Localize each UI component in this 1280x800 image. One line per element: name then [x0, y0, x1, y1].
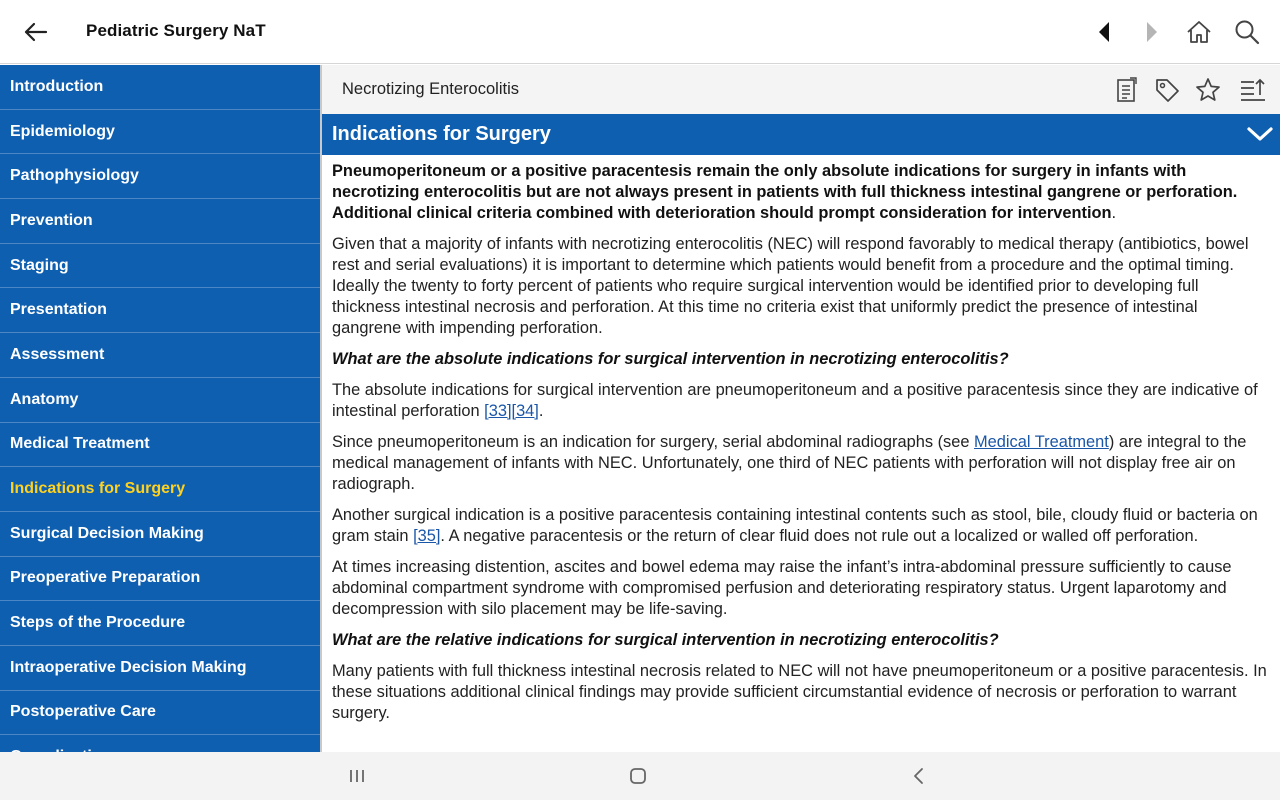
- sidebar-item-pathophysiology[interactable]: Pathophysiology: [0, 154, 320, 199]
- article-paragraph: [332, 161, 1268, 224]
- lead-text: Pneumoperitoneum or a positive paracentesis remain the only absolute indications for surgery in infants with necrotizing enterocolitis but are not always present in patients with full thickness intestinal gangrene or perforation. Additional clinical criteria combined with deterioration should prompt consideration for intervention: [332, 162, 1238, 222]
- system-nav-bar: [0, 752, 1280, 800]
- article-paragraph: At times increasing distention, ascites and bowel edema may raise the infant’s intra-abdominal pressure sufficiently to cause abdominal compartment syndrome with compromised perfusion and deteriorating respiratory status. Urgent laparotomy and decompression with silo placement may be life-saving.: [332, 558, 1232, 618]
- reference-link-34[interactable]: [34]: [511, 402, 539, 420]
- previous-triangle-icon[interactable]: [1086, 14, 1122, 50]
- sidebar-item-preoperative-preparation[interactable]: Preoperative Preparation: [0, 557, 320, 602]
- sidebar-item-introduction[interactable]: Introduction: [0, 65, 320, 110]
- sidebar-item-medical-treatment[interactable]: Medical Treatment: [0, 423, 320, 468]
- home-icon[interactable]: [1181, 14, 1217, 50]
- sidebar-item-prevention[interactable]: Prevention: [0, 199, 320, 244]
- recent-apps-icon[interactable]: [343, 762, 371, 790]
- outline-sort-icon[interactable]: [1237, 74, 1269, 106]
- tag-icon[interactable]: [1151, 74, 1183, 106]
- article-paragraph: Given that a majority of infants with necrotizing enterocolitis (NEC) will respond favorably to medical therapy (antibiotics, bowel rest and serial evaluations) it is important to determine which patients would benefit from a procedure and the optimal timing. Ideally the twenty to forty percent of patients who require surgical intervention would be identified prior to developing full thickness intestinal necrosis and perforation. At this time no criteria exist that uniformly predict the presence of intestinal gangrene with impending perforation.: [332, 235, 1249, 337]
- section-header[interactable]: [322, 114, 1280, 155]
- lead-end: .: [1111, 204, 1117, 222]
- sidebar-nav: [0, 65, 320, 752]
- content-pane: [322, 65, 1280, 752]
- paragraph-text: The absolute indications for surgical intervention are pneumoperitoneum and a positive paracentesis since they are indicative of intestinal perforation: [332, 381, 1258, 420]
- paragraph-text: . A negative paracentesis or the return of clear fluid does not rule out a localized or walled off perforation.: [440, 527, 1199, 545]
- home-circle-icon[interactable]: [624, 762, 652, 790]
- question-heading: What are the absolute indications for surgical intervention in necrotizing enterocolitis?: [332, 350, 1009, 368]
- reference-link-33[interactable]: [33]: [484, 402, 512, 420]
- article-body: [322, 155, 1280, 724]
- sidebar-item-surgical-decision-making[interactable]: Surgical Decision Making: [0, 512, 320, 557]
- sidebar-item-postoperative-care[interactable]: Postoperative Care: [0, 691, 320, 736]
- medical-treatment-link[interactable]: Medical Treatment: [974, 433, 1109, 451]
- sidebar-item-steps-of-the-procedure[interactable]: Steps of the Procedure: [0, 601, 320, 646]
- sidebar-item-anatomy[interactable]: Anatomy: [0, 378, 320, 423]
- back-chevron-icon[interactable]: [905, 762, 933, 790]
- question-heading: What are the relative indications for surgical intervention in necrotizing enterocolitis?: [332, 631, 999, 649]
- sidebar-item-indications-for-surgery[interactable]: Indications for Surgery: [0, 467, 320, 512]
- paragraph-text: ) are integral to the medical management of infants with NEC. Unfortunately, one third of NEC patients with perforation will not display free air on radiograph.: [332, 433, 1247, 493]
- next-triangle-icon[interactable]: [1134, 14, 1170, 50]
- sidebar-item-presentation[interactable]: Presentation: [0, 288, 320, 333]
- chapter-header: [322, 65, 1280, 114]
- reference-link-35[interactable]: [35]: [413, 527, 441, 545]
- article-paragraph: [332, 432, 1268, 495]
- back-arrow-icon[interactable]: [20, 16, 52, 48]
- paragraph-text: .: [538, 402, 544, 420]
- search-icon[interactable]: [1229, 14, 1265, 50]
- app-bar: [0, 0, 1280, 64]
- paragraph-text: Another surgical indication is a positive paracentesis containing intestinal contents such as stool, bile, cloudy fluid or bacteria on gram stain: [332, 506, 1258, 545]
- article-paragraph: Many patients with full thickness intestinal necrosis related to NEC will not have pneumoperitoneum or a positive paracentesis. In these situations additional clinical findings may provide sufficient circumstantial evidence of necrosis or perforation to warrant surgery.: [332, 662, 1267, 722]
- article-paragraph: [332, 505, 1268, 547]
- app-title: Pediatric Surgery NaT: [86, 21, 266, 40]
- chevron-down-icon[interactable]: [1246, 123, 1274, 145]
- sidebar-item-epidemiology[interactable]: Epidemiology: [0, 110, 320, 155]
- sidebar-item-assessment[interactable]: Assessment: [0, 333, 320, 378]
- sidebar-item-staging[interactable]: Staging: [0, 244, 320, 289]
- notes-icon[interactable]: [1111, 74, 1143, 106]
- sidebar-item-intraoperative-decision-making[interactable]: Intraoperative Decision Making: [0, 646, 320, 691]
- paragraph-text: Since pneumoperitoneum is an indication for surgery, serial abdominal radiographs (see: [332, 433, 975, 451]
- section-title: Indications for Surgery: [332, 123, 551, 145]
- star-icon[interactable]: [1192, 74, 1224, 106]
- article-paragraph: [332, 380, 1268, 422]
- chapter-title: Necrotizing Enterocolitis: [342, 80, 519, 98]
